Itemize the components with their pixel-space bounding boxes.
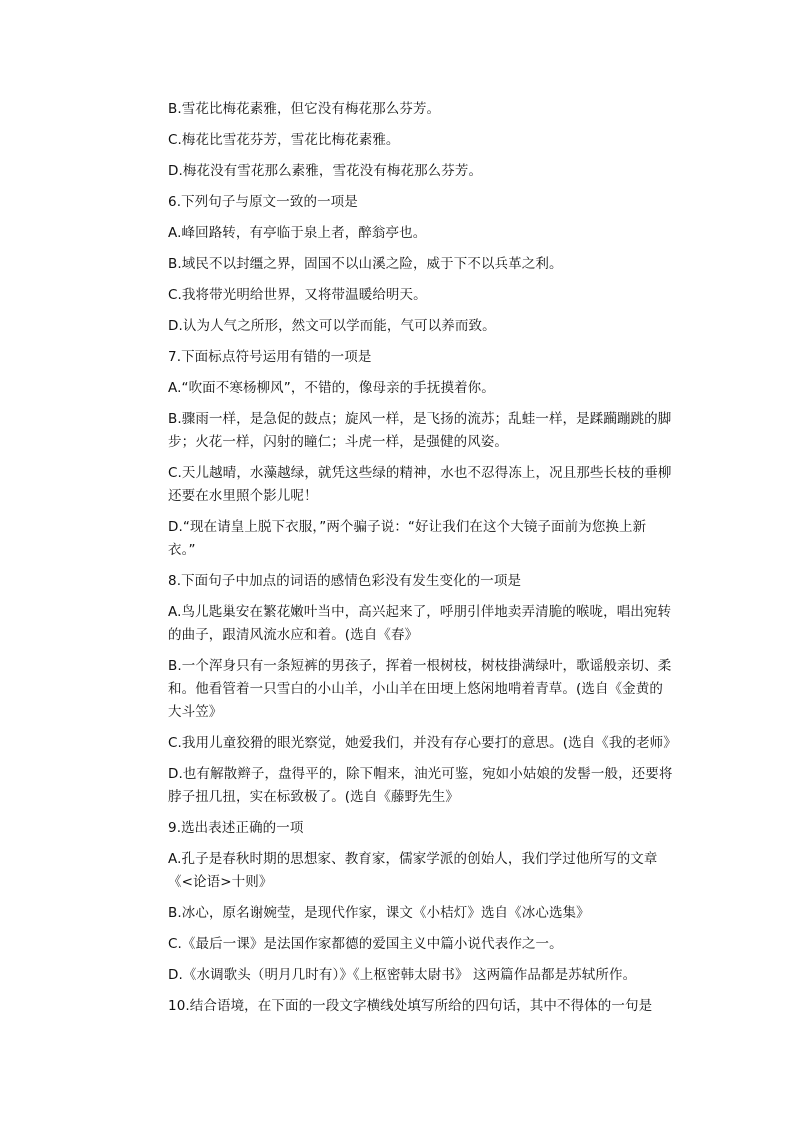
- option-5d: D.梅花没有雪花那么素雅，雪花没有梅花那么芬芳。: [168, 163, 483, 179]
- option-7b: B.骤雨一样，是急促的鼓点；旋风一样，是飞扬的流苏；乱蛙一样，是蹂躏蹦跳的脚步；火花一样，闪射的瞳仁；斗虎一样，是强健的风姿。: [168, 411, 672, 450]
- option-8b: B.一个浑身只有一条短裤的男孩子，挥着一根树枝，树枝掛满绿叶，歌谣般亲切、柔和。他看管着一只雪白的小山羊，小山羊在田埂上悠闲地啃着青草。(选自《金黄的大斗笠》: [168, 658, 672, 720]
- option-8c: C.我用儿童狡猾的眼光察觉，她爱我们，并没有存心要打的意思。(选自《我的老师》: [168, 735, 677, 751]
- document-body: [168, 98, 677, 1026]
- option-7d: D.“现在请皇上脱下衣服，”两个骗子说：“好让我们在这个大镜子面前为您换上新衣。”: [168, 519, 647, 558]
- option-7a: A.“吹面不寒杨柳风”，不错的，像母亲的手抚摸着你。: [168, 380, 495, 396]
- option-5b: B.雪花比梅花素雅，但它没有梅花那么芬芳。: [168, 101, 441, 117]
- option-6d: D.认为人气之所形，然文可以学而能，气可以养而致。: [168, 318, 496, 334]
- option-7c: C.天儿越晴，水藻越绿，就凭这些绿的精神，水也不忍得冻上，况且那些长枝的垂柳还要在水里照个影儿呢！: [168, 465, 672, 504]
- option-8a: A.鸟儿匙巢安在繁花嫩叶当中，高兴起来了，呼朋引伴地卖弄清脆的喉咙，唱出宛转的曲子，跟清风流水应和着。(选自《春》: [168, 604, 672, 643]
- question-8: 8.下面句子中加点的词语的感情色彩没有发生变化的一项是: [168, 573, 522, 589]
- option-9b: B.冰心，原名谢婉莹，是现代作家，课文《小桔灯》选自《冰心选集》: [168, 905, 590, 921]
- option-8d: D.也有解散辫子，盘得平的，除下帽来，油光可鉴，宛如小姑娘的发髻一般，还要将脖子扭几扭，实在标致极了。(选自《藤野先生》: [168, 766, 673, 805]
- option-6b: B.域民不以封缰之界，固国不以山溪之险，威于下不以兵革之利。: [168, 256, 563, 272]
- question-9: 9.选出表述正确的一项: [168, 820, 304, 836]
- question-6: 6.下列句子与原文一致的一项是: [168, 194, 358, 210]
- option-5c: C.梅花比雪花芬芳，雪花比梅花素雅。: [168, 132, 400, 148]
- option-9c: C.《最后一课》是法国作家都德的爱国主义中篇小说代表作之一。: [168, 936, 563, 952]
- option-9d: D.《水调歌头（明月几时有）》《上枢密韩太尉书》 这两篇作品都是苏轼所作。: [168, 967, 637, 983]
- option-9a: A.孔子是春秋时期的思想家、教育家，儒家学派的创始人，我们学过他所写的文章《<论语>十则》: [168, 851, 658, 890]
- question-10: 10.结合语境，在下面的一段文字横线处填写所给的四句话，其中不得体的一句是: [168, 998, 653, 1014]
- question-7: 7.下面标点符号运用有错的一项是: [168, 349, 372, 365]
- option-6a: A.峰回路转，有亭临于泉上者，醉翁亭也。: [168, 225, 427, 241]
- option-6c: C.我将带光明给世界，又将带温暖给明天。: [168, 287, 427, 303]
